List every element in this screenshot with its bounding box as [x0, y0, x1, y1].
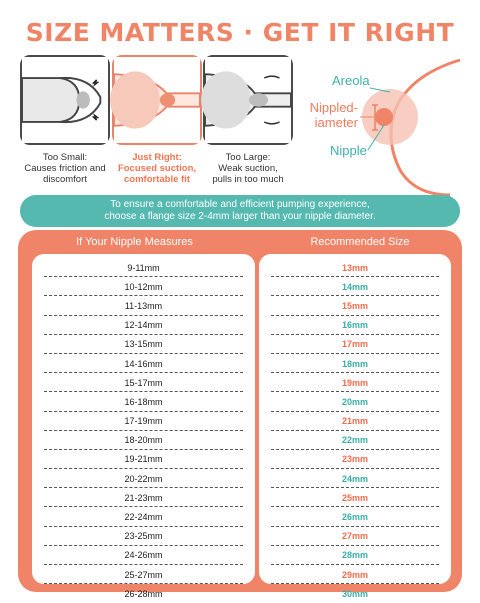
nipple-measure: 16-18mm	[124, 396, 163, 407]
size-column-header: Recommended Size	[310, 236, 410, 248]
nipple-measure: 14-16mm	[124, 358, 163, 369]
nipple-measure: 24-26mm	[124, 550, 163, 561]
recommended-size: 14mm	[341, 281, 368, 292]
table-row	[32, 412, 255, 431]
measure-column	[32, 254, 255, 599]
label-nipple-diameter: Nippled- iameter	[309, 100, 358, 130]
table-row	[259, 507, 451, 526]
recommended-size: 29mm	[341, 569, 368, 580]
table-row	[32, 296, 255, 315]
recommended-size: 18mm	[341, 358, 368, 369]
table-row	[259, 546, 451, 565]
flange-too-large-icon	[205, 57, 291, 143]
nipple-measure: 17-19mm	[124, 416, 163, 427]
nipple-measure: 9-11mm	[127, 262, 160, 273]
table-row	[32, 335, 255, 354]
table-row	[32, 488, 255, 507]
nipple-measure: 22-24mm	[124, 512, 163, 523]
nipple-measure: 19-21mm	[124, 454, 163, 465]
nipple-measure: 26-28mm	[124, 588, 163, 599]
table-row	[259, 431, 451, 450]
recommended-size: 15mm	[341, 300, 368, 311]
label-areola: Areola	[332, 73, 370, 88]
table-row	[259, 412, 451, 431]
label-nipple: Nipple	[330, 143, 367, 158]
nipple-measure: 13-15mm	[124, 339, 163, 350]
table-row	[259, 527, 451, 546]
size-column	[259, 254, 451, 599]
recommended-size: 27mm	[341, 531, 368, 542]
caption-just-right: Just Right: Focused suction, comfortable fit	[117, 152, 197, 185]
table-row	[32, 258, 255, 277]
table-row	[32, 354, 255, 373]
table-row	[259, 392, 451, 411]
table-row	[259, 316, 451, 335]
table-row	[32, 527, 255, 546]
table-row	[259, 450, 451, 469]
recommended-size: 28mm	[341, 550, 368, 561]
table-row	[259, 565, 451, 584]
nipple-measure: 10-12mm	[124, 281, 163, 292]
nipple-measure: 23-25mm	[124, 531, 163, 542]
flange-too-large-illustration	[203, 55, 293, 145]
recommended-size: 17mm	[341, 339, 368, 350]
table-row	[32, 431, 255, 450]
flange-too-small-illustration	[20, 55, 110, 145]
table-row	[259, 584, 451, 603]
recommended-size: 20mm	[341, 396, 368, 407]
table-row	[32, 373, 255, 392]
caption-too-large: Too Large: Weak suction, pulls in too much	[212, 152, 284, 185]
recommended-size: 22mm	[341, 435, 368, 446]
nipple-measure: 15-17mm	[124, 377, 163, 388]
table-row	[32, 450, 255, 469]
table-row	[259, 277, 451, 296]
recommended-size: 24mm	[341, 473, 368, 484]
recommended-size: 19mm	[341, 377, 368, 388]
recommended-size: 23mm	[341, 454, 368, 465]
table-row	[259, 469, 451, 488]
recommended-size: 21mm	[341, 416, 368, 427]
table-row	[32, 584, 255, 603]
table-row	[32, 565, 255, 584]
recommended-size: 16mm	[341, 320, 368, 331]
nipple-measure: 25-27mm	[124, 569, 163, 580]
caption-too-small: Too Small: Causes friction and discomfort	[24, 152, 106, 185]
table-row	[259, 373, 451, 392]
flange-just-right-icon	[114, 57, 200, 143]
size-chart	[18, 230, 462, 599]
table-row	[32, 469, 255, 488]
measure-column-header: If Your Nipple Measures	[76, 236, 193, 248]
table-row	[259, 488, 451, 507]
flange-too-small-icon	[22, 57, 108, 143]
table-row	[32, 546, 255, 565]
nipple-measure: 21-23mm	[124, 492, 163, 503]
recommended-size: 26mm	[341, 512, 368, 523]
instruction-banner: To ensure a comfortable and efficient pumping experience, choose a flange size 2-4mm larger than your nipple diameter.	[20, 195, 460, 227]
nipple-measure: 11-13mm	[124, 300, 163, 311]
recommended-size: 25mm	[341, 492, 368, 503]
flange-just-right-illustration	[112, 55, 202, 145]
table-row	[259, 296, 451, 315]
table-row	[32, 277, 255, 296]
page-title: SIZE MATTERS · GET IT RIGHT	[25, 18, 455, 47]
table-row	[259, 335, 451, 354]
nipple-measure: 20-22mm	[124, 473, 163, 484]
nipple-measure: 18-20mm	[124, 435, 163, 446]
nipple-measure: 12-14mm	[124, 320, 163, 331]
table-row	[259, 354, 451, 373]
recommended-size: 13mm	[341, 262, 368, 273]
table-row	[259, 258, 451, 277]
table-row	[32, 316, 255, 335]
breast-diagram	[290, 55, 470, 195]
table-row	[32, 392, 255, 411]
table-row	[32, 507, 255, 526]
recommended-size: 30mm	[341, 588, 368, 599]
